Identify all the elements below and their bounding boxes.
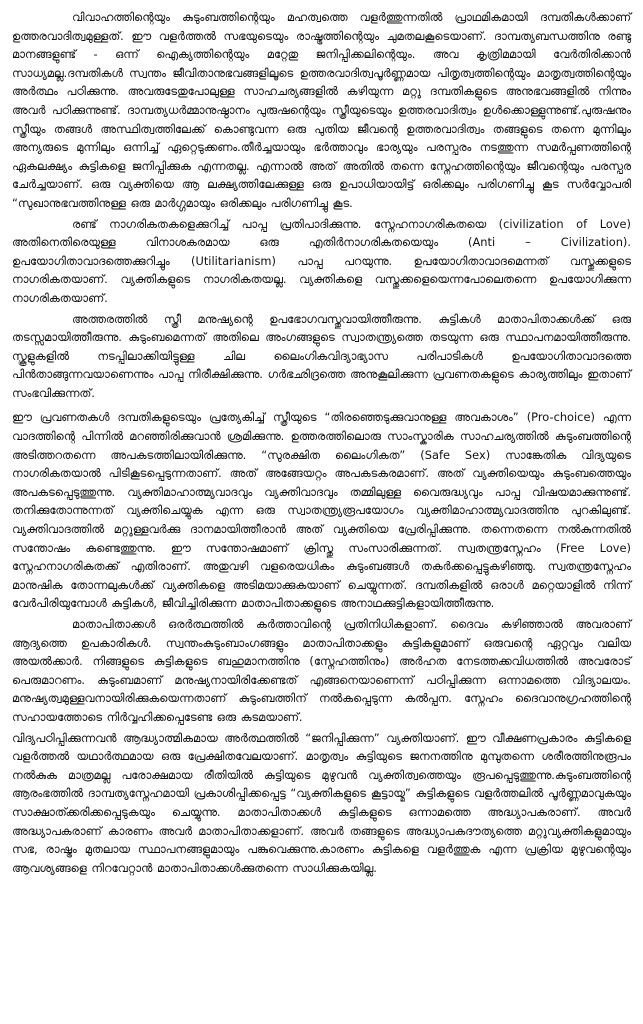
- paragraph-pro-choice-free-love: ഈ പ്രവണതകൾ ദമ്പതികളുടെയും പ്രത്യേകിച്ച് സ്ത്രീയുടെ “തിരഞ്ഞെടുക്കുവാനുള്ള അവകാശം” (Pro-choice) എന്ന വാദത്തിന്റെ പിന്നിൽ മറഞ്ഞിരിക്കുവാൻ ശ്രമിക്കുന്നു. ഉത്തരത്തിലൊരു സാംസ്കാരിക സാഹചര്യത്തിൽ കുടുംബത്തിന്റെ അടിത്തറതന്നെ അപകടത്തിലായിരിക്കുന്നു. “സുരക്ഷിത ലൈംഗികത” (Safe Sex) സാങ്കേതിക വിദ്യയുടെ നാഗരികതയാൽ പിടികൂടപ്പെടുന്നതാണ്. അത് അങ്ങേയറ്റം അപകടകരമാണ്. അത് വ്യക്തിയെയും കുടുംബത്തെയും അപകടപ്പെടുത്തുന്നു. വ്യക്തിമാഹാത്മ്യവാദവും വ്യക്തിവാദവും തമ്മിലുള്ള വൈരുദ്ധ്യവും പാപ്പ വിഷയമാക്കുന്നുണ്ട്. തനിക്കുതോന്നുന്നത് വ്യക്തിചെയ്യുക എന്ന ഒരു സ്വാതന്ത്ര്യരൂപയോഗം വ്യക്തിമാഹാത്മ്യവാദത്തിനു പുറകിലുണ്ട്. വ്യക്തിവാദത്തിൽ മറ്റുള്ളവർക്കു ദാനമായിത്തീരാൻ അത് വ്യക്തിയെ പ്രേരിപ്പിക്കുന്നു. തന്നെതന്നെ നൽകുന്നതിൽ സന്തോഷം കണ്ടെത്തുന്നു. ഈ സന്തോഷമാണ് ക്രിസ്തു സംസാരിക്കുന്നത്. സ്വതന്ത്രസ്നേഹം (Free Love) സ്നേഹനാഗരികതക്ക് എതിരാണ്. അതുവഴി വളരെയധികം കുടുംബങ്ങൾ തകർക്കപ്പെട്ടുകഴിഞ്ഞു. സ്വതന്ത്രസ്നേഹം മാനുഷിക തോന്നലുകൾക്ക് വ്യക്തികളെ അടിമയാക്കുകയാണ് ചെയ്യുന്നത്. ദമ്പതികളിൽ ഒരാൾ മറ്റെയാളിൽ നിന്ന് വേർപിരിയുമ്പോൾ കുട്ടികൾ, ജീവിച്ചിരിക്കുന്ന മാതാപിതാക്കളുടെ അനാഥക്കുട്ടികളായിത്തീരുന്നു.: [12, 410, 631, 611]
- paragraph-marriage-family: വിവാഹത്തിന്റെയും കുടുംബത്തിന്റെയും മഹത്വത്തെ വളർത്തുന്നതിൽ പ്രാഥമികമായി ദമ്പതികൾക്കാണ് ഉത്തരവാദിത്വമുള്ളത്. ഈ വളർത്തൽ സഭയുടെയും രാഷ്ട്രത്തിന്റെയും ചുമതലകൂടെയാണ്. ദാമ്പത്യബന്ധത്തിനു രണ്ടു മാനങ്ങളുണ്ട് - ഒന്ന് ഐക്യത്തിന്റെയും മറ്റേതു ജനിപ്പിക്കലിന്റെയും. അവ കൃത്രിമമായി വേർതിരിക്കാൻ സാധ്യമല്ല.ദമ്പതികൾ സ്വന്തം ജീവിതാനുഭവങ്ങളിലൂടെ ഉത്തരവാദിത്വപൂർണ്ണമായ പിതൃത്വത്തിന്റെയും മാതൃത്വത്തിന്റെയും അർത്ഥം പഠിക്കുന്നു. അവരുടേതുപോലുള്ള സാഹചര്യങ്ങളിൽ കഴിയുന്ന മറ്റു ദമ്പതികളുടെ അനുഭവങ്ങളിൽ നിന്നും അവർ പഠിക്കുന്നുണ്ട്. ദാമ്പത്യധർമ്മാനുഷ്ഠാനം പുരുഷന്റെയും സ്ത്രീയുടെയും ഉത്തരവാദിത്വം ഉൾക്കൊള്ളുന്നുണ്ട്.പുരുഷനും സ്ത്രീയും തങ്ങൾ അസ്ഥിത്വത്തിലേക്ക് കൊണ്ടുവന്ന ഒരു പുതിയ ജീവന്റെ ഉത്തരവാദിത്വം തങ്ങളുടെ തന്നെ മുന്നിലും അന്യരുടെ മുന്നിലും ഒന്നിച്ച് ഏറ്റെടുക്കണം.തീർച്ചയായും ഭർത്താവും ഭാര്യയും പരസ്പരം നടത്തുന്ന സമർപ്പണത്തിന്റെ ഏകലക്ഷ്യം കുട്ടികളെ ജനിപ്പിക്കുക എന്നതല്ല. എന്നാൽ അത് അതിൽ തന്നെ സ്നേഹത്തിന്റെയും ജീവന്റെയും പരസ്പര ചേർച്ചയാണ്. ഒരു വ്യക്തിയെ ആ ലക്ഷ്യത്തിലേക്കുള്ള ഒരു ഉപാധിയായിട്ട് ഒരിക്കലും പരിഗണിച്ചു കൂട സർവ്വോപരി “സുഖാനുഭവത്തിനുള്ള ഒരു മാർഗ്ഗമായും ഒരിക്കലും പരിഗണിച്ചു കൂട.: [12, 10, 631, 210]
- paragraph-utilitarianism: അത്തരത്തിൽ സ്ത്രീ മനുഷ്യന്റെ ഉപഭോഗവസ്തുവായിത്തീരുന്നു. കുട്ടികൾ മാതാപിതാക്കൾക്ക് ഒരു തടസ്സമായിത്തീരുന്നു. കുടുംബമെന്നത് അതിലെ അംഗങ്ങളുടെ സ്വാതന്ത്ര്യത്തെ തടയുന്ന ഒരു സ്ഥാപനമായിത്തീരുന്നു. സ്കൂളുകളിൽ നടപ്പിലാക്കിയിട്ടുള്ള ചില ലൈംഗികവിദ്യാഭ്യാസ പരിപാടികൾ ഉപയോഗിതാവാദത്തെ പിൻതാങ്ങുന്നവയാണെന്നും പാപ്പ നിരീക്ഷിക്കുന്നു. ഗർഭഛിദ്രത്തെ അനുകൂലിക്കുന്ന പ്രവണതകളുടെ കാര്യത്തിലും ഇതാണ് സംഭവിക്കുന്നത്.: [12, 311, 631, 400]
- paragraph-two-civilizations: രണ്ട് നാഗരികതകളെക്കുറിച്ച് പാപ്പ പ്രതിപാദിക്കുന്നു. സ്നേഹനാഗരികതയെ (civilization of Love) അതിനെതിരെയുള്ള വിനാശകരമായ ഒരു എതിർനാഗരികതയെയും (Anti – Civilization). ഉപയോഗിതാവാദത്തെക്കുറിച്ചും (Utilitarianism) പാപ്പ പറയുന്നു. ഉപയോഗിതാവാദമെന്നത് വസ്തുക്കളുടെ നാഗരികതയാണ്. വ്യക്തികളുടെ നാഗരികതയല്ല. വ്യക്തികളെ വസ്തുക്കളെയെന്നപോലെതന്നെ ഉപയോഗിക്കുന്ന നാഗരികതയാണ്.: [12, 216, 631, 305]
- paragraph-parents-representatives: മാതാപിതാക്കൾ ഒരർത്ഥത്തിൽ കർത്താവിന്റെ പ്രതിനിധികളാണ്. ദൈവം കഴിഞ്ഞാൽ അവരാണ് ആദ്യത്തെ ഉപകാരികൾ. സ്വന്തംകുടുംബാംഗങ്ങളും മാതാപിതാക്കളും കുട്ടികളുമാണ് ഒരുവന്റെ ഏറ്റവും വലിയ അയൽക്കാർ. നിങ്ങളുടെ കുട്ടികളുടെ ബഹുമാനത്തിനു (സ്നേഹത്തിനും) അർഹത നേടത്തക്കവിധത്തിൽ അവരോട് പെരുമാറണം. കുടുംബമാണ് മനുഷ്യനായിരിക്കേണ്ടത് എങ്ങനെയാണെന്ന് പഠിപ്പിക്കുന്ന ഒന്നാമത്തെ വിദ്യാലയം. മനുഷ്യത്വമുള്ളവനായിരിക്കുകയെന്നതാണ് കുടുംബത്തിന് നൽകപ്പെടുന്ന കൽപ്പന. സ്നേഹം ദൈവാനുഗ്രഹത്തിന്റെ സഹായത്തോടെ നിർവ്വഹിക്കപ്പെടേണ്ട ഒരു കടമയാണ്.: [12, 617, 631, 724]
- paragraph-education: വിദ്യപഠിപ്പിക്കുന്നവൻ ആദ്ധ്യാത്മികമായ അർത്ഥത്തിൽ “ജനിപ്പിക്കുന്ന” വ്യക്തിയാണ്. ഈ വീക്ഷണപ്രകാരം കുട്ടികളെ വളർത്തൽ യഥാർത്ഥമായ ഒരു പ്രേക്ഷിതവേലയാണ്. മാതൃത്വം കുട്ടിയുടെ ജനനത്തിനു മുമ്പുതന്നെ ശരീരത്തിനുരൂപം നൽകുക മാത്രമല്ല പരോക്ഷമായ രീതിയിൽ കുട്ടിയുടെ മുഴുവൻ വ്യക്തിത്വത്തെയും രൂപപ്പെടുത്തുന്നു.കുടുംബത്തിന്റെ ആരംഭത്തിൽ ദാമ്പത്യസ്നേഹമായി പ്രകാശിപ്പിക്കപ്പെട്ട “വ്യക്തികളുടെ കൂട്ടായ്മ” കുട്ടികളുടെ വളർത്തലിൽ പൂർണ്ണമാവുകയും സാക്ഷാത്ക്കരിക്കപ്പെടുകയും ചെയ്യുന്നു. മാതാപിതാക്കൾ കുട്ടികളുടെ ഒന്നാമത്തെ അദ്ധ്യാപകരാണ്. അവർ അദ്ധ്യാപകരാണ് കാരണം അവർ മാതാപിതാക്കളാണ്. അവർ തങ്ങളുടെ അദ്ധ്യാപകദൗത്യത്തെ മറ്റുവ്യക്തികളുമായും സഭ, രാഷ്ട്രം മുതലായ സ്ഥാപനങ്ങളുമായും പങ്കുവെക്കുന്നു.കാരണം കുട്ടികളെ വളർത്തുക എന്ന പ്രക്രിയ മുഴുവന്റെയും ആവശ്യങ്ങളെ നിറവേറ്റാൻ മാതാപിതാക്കൾക്കുതന്നെ സാധിക്കുകയില്ല.: [12, 730, 631, 875]
